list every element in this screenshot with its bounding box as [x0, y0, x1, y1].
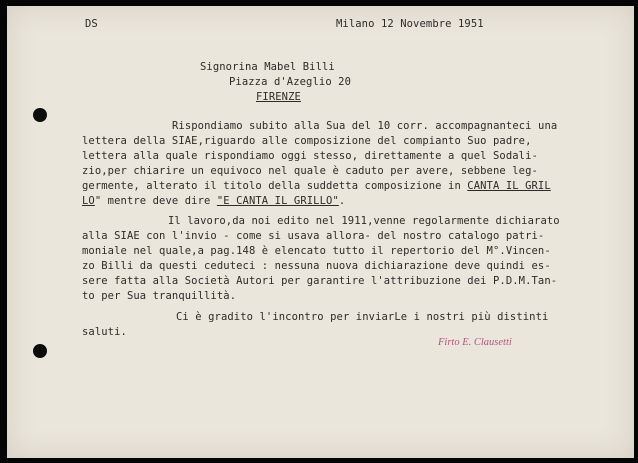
- body-line: to per Sua tranquillità.: [82, 290, 237, 302]
- body-line: [82, 179, 551, 194]
- body-line: Il lavoro,da noi edito nel 1911,venne regolarmente dichiarato: [168, 215, 560, 227]
- body-line: zio,per chiarire un equivoco nel quale è caduto per avere, sebbene leg-: [82, 165, 538, 177]
- body-line: sere fatta alla Società Autori per garantire l'attribuzione dei P.D.M.Tan-: [82, 275, 558, 287]
- body-line: Ci è gradito l'incontro per inviarLe i nostri più distinti: [176, 311, 549, 323]
- body-text: germente, alterato il titolo della suddetta composizione in: [82, 180, 468, 192]
- song-title-wrong-cont: LO: [82, 195, 95, 207]
- body-line: Rispondiamo subito alla Sua del 10 corr. accompagnanteci una: [172, 120, 558, 132]
- signature-stamp: Firto E. Clausetti: [438, 337, 512, 348]
- body-line: lettera della SIAE,riguardo alle composizione del compianto Suo padre,: [82, 135, 532, 147]
- body-line: lettera alla quale rispondiamo oggi stesso, direttamente a quel Sodali-: [82, 150, 538, 162]
- letter-date: Milano 12 Novembre 1951: [336, 18, 484, 30]
- body-line: [82, 194, 345, 209]
- recipient-city: FIRENZE: [256, 91, 301, 103]
- recipient-name: Signorina Mabel Billi: [200, 61, 335, 73]
- punch-hole-top: [33, 108, 47, 122]
- song-title-wrong: CANTA IL GRIL: [467, 180, 551, 192]
- body-line: zo Billi da questi ceduteci : nessuna nuova dichiarazione deve quindi es-: [82, 260, 551, 272]
- body-line: alla SIAE con l'invio - come si usava allora- del nostro catalogo patri-: [82, 230, 545, 242]
- body-line: moniale nel quale,a pag.148 è elencato tutto il repertorio del M°.Vincen-: [82, 245, 551, 257]
- reference-initials: DS: [85, 18, 98, 30]
- body-text: .: [338, 195, 346, 207]
- song-title-correct: "E CANTA IL GRILLO": [216, 195, 339, 207]
- body-text: " mentre deve dire: [94, 195, 217, 207]
- punch-hole-bottom: [33, 344, 47, 358]
- recipient-street: Piazza d'Azeglio 20: [229, 76, 352, 88]
- body-line: saluti.: [82, 326, 127, 338]
